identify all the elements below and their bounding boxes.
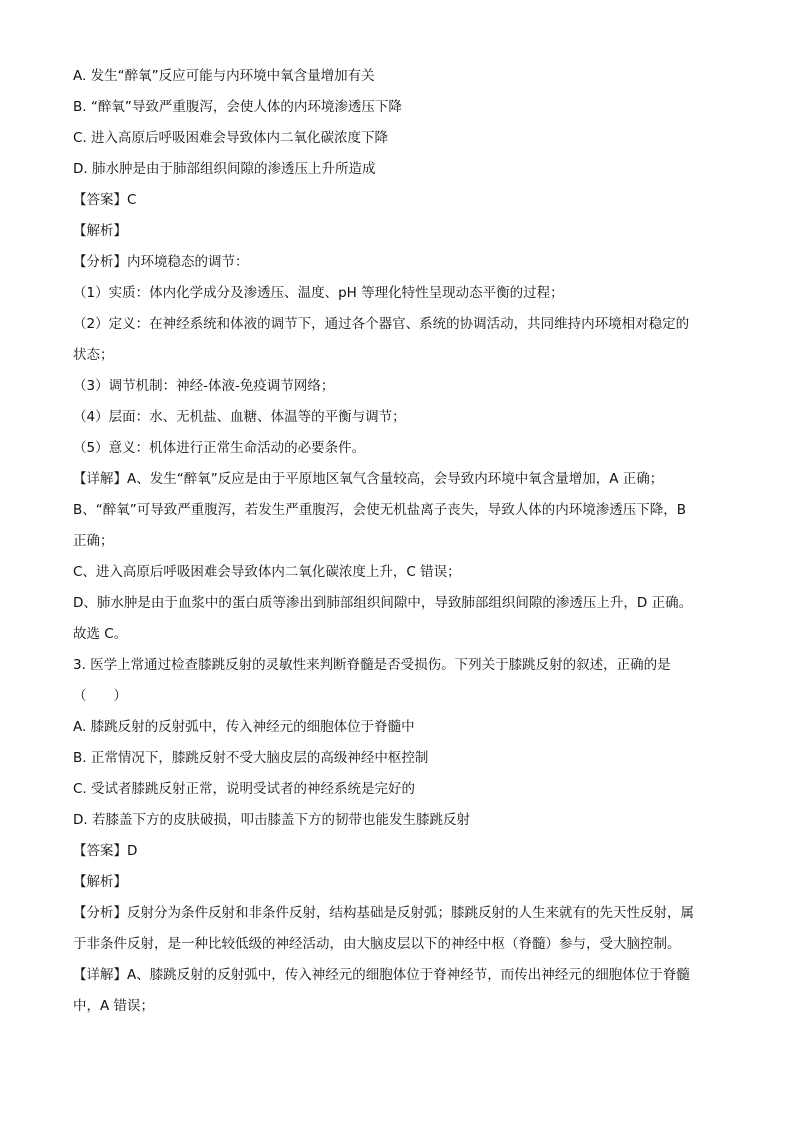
q2-option-d: D. 肺水肿是由于肺部组织间隙的渗透压上升所造成: [73, 161, 376, 177]
q3-option-c: C. 受试者膝跳反射正常，说明受试者的神经系统是完好的: [73, 781, 416, 797]
q2-analysis-point-1: （1）实质：体内化学成分及渗透压、温度、pH 等理化特性呈现动态平衡的过程；: [73, 285, 564, 301]
q3-option-b: B. 正常情况下，膝跳反射不受大脑皮层的高级神经中枢控制: [73, 750, 429, 766]
q2-analysis-point-2: （2）定义：在神经系统和体液的调节下，通过各个器官、系统的协调活动，共同维持内环境相对稳定的: [73, 316, 690, 332]
q2-analysis-point-3: （3）调节机制：神经-体液-免疫调节网络；: [73, 378, 335, 394]
q2-answer: 【答案】C: [73, 192, 137, 208]
q3-analysis-line-2: 于非条件反射，是一种比较低级的神经活动，由大脑皮层以下的神经中枢（脊髓）参与，受大脑控制。: [73, 936, 681, 952]
q2-detail-b-cont: 正确；: [73, 533, 114, 549]
q2-option-c: C. 进入高原后呼吸困难会导致体内二氧化碳浓度下降: [73, 130, 389, 146]
q2-analysis-point-4: （4）层面：水、无机盐、血糖、体温等的平衡与调节；: [73, 409, 406, 425]
q3-option-d: D. 若膝盖下方的皮肤破损，叩击膝盖下方的韧带也能发生膝跳反射: [73, 812, 470, 828]
q2-analysis-point-5: （5）意义：机体进行正常生命活动的必要条件。: [73, 440, 366, 456]
q3-stem: 3. 医学上常通过检查膝跳反射的灵敏性来判断脊髓是否受损伤。下列关于膝跳反射的叙述，正确的是: [73, 657, 671, 673]
q2-option-a: A. 发生“醉氧”反应可能与内环境中氧含量增加有关: [73, 68, 375, 84]
q2-analysis-point-2-cont: 状态；: [73, 347, 114, 363]
q2-detail-a: 【详解】A、发生“醉氧”反应是由于平原地区氧气含量较高，会导致内环境中氧含量增加，A 正确；: [73, 471, 664, 487]
q2-detail-d: D、肺水肿是由于血浆中的蛋白质等渗出到肺部组织间隙中，导致肺部组织间隙的渗透压上升，D 正确。: [73, 595, 693, 611]
q2-analysis-label: 【解析】: [73, 223, 127, 239]
q3-detail-line-2: 中，A 错误；: [73, 998, 155, 1014]
q3-answer: 【答案】D: [73, 843, 138, 859]
q3-analysis-label: 【解析】: [73, 874, 127, 890]
q2-option-b: B. “醉氧”导致严重腹泻，会使人体的内环境渗透压下降: [73, 99, 402, 115]
q3-option-a: A. 膝跳反射的反射弧中，传入神经元的细胞体位于脊髓中: [73, 719, 415, 735]
q3-detail-line-1: 【详解】A、膝跳反射的反射弧中，传入神经元的细胞体位于脊神经节，而传出神经元的细胞体位于脊髓: [73, 967, 690, 983]
q2-detail-b: B、“醉氧”可导致严重腹泻，若发生严重腹泻，会使无机盐离子丧失，导致人体的内环境渗透压下降，B: [73, 502, 687, 518]
q2-analysis-intro: 【分析】内环境稳态的调节：: [73, 254, 249, 270]
q2-conclusion: 故选 C。: [73, 626, 128, 642]
q3-analysis-line-1: 【分析】反射分为条件反射和非条件反射，结构基础是反射弧；膝跳反射的人生来就有的先天性反射，属: [73, 905, 694, 921]
q3-stem-blank: （ ）: [73, 688, 127, 704]
q2-detail-c: C、进入高原后呼吸困难会导致体内二氧化碳浓度上升，C 错误；: [73, 564, 461, 580]
